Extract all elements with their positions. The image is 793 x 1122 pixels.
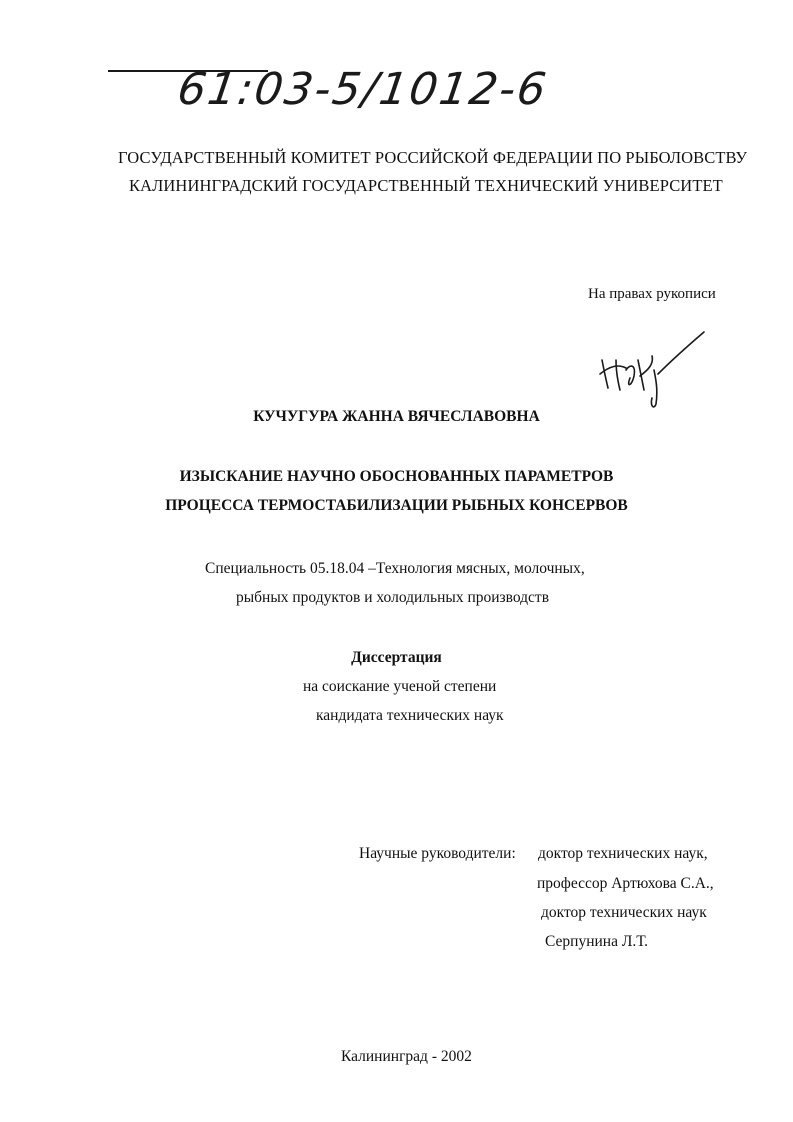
supervisor-1-degree: доктор технических наук, xyxy=(538,845,708,862)
signature-icon xyxy=(596,330,706,410)
supervisor-1-name: профессор Артюхова С.А., xyxy=(537,875,714,892)
city-year-footer: Калининград - 2002 xyxy=(341,1048,472,1065)
dissertation-title-line-2: ПРОЦЕССА ТЕРМОСТАБИЛИЗАЦИИ РЫБНЫХ КОНСЕРВОВ xyxy=(165,497,628,514)
organization-line-1: ГОСУДАРСТВЕННЫЙ КОМИТЕТ РОССИЙСКОЙ ФЕДЕРАЦИИ ПО РЫБОЛОВСТВУ xyxy=(118,148,748,167)
supervisor-2-name: Серпунина Л.Т. xyxy=(545,933,649,950)
supervisor-2-degree: доктор технических наук xyxy=(541,904,707,921)
manuscript-note: На правах рукописи xyxy=(588,286,716,302)
specialty-line-2: рыбных продуктов и холодильных производств xyxy=(236,589,550,606)
handwritten-archive-number: 61:03-5/1012-6 xyxy=(174,64,551,115)
dissertation-title-line-1: ИЗЫСКАНИЕ НАУЧНО ОБОСНОВАННЫХ ПАРАМЕТРОВ xyxy=(179,468,614,485)
author-name: КУЧУГУРА ЖАННА ВЯЧЕСЛАВОВНА xyxy=(253,408,540,425)
degree-line-1: на соискание ученой степени xyxy=(303,678,497,695)
organization-line-2: КАЛИНИНГРАДСКИЙ ГОСУДАРСТВЕННЫЙ ТЕХНИЧЕСКИЙ УНИВЕРСИТЕТ xyxy=(129,176,723,195)
dissertation-heading: Диссертация xyxy=(351,649,442,666)
supervisors-label: Научные руководители: xyxy=(359,845,516,862)
degree-line-2: кандидата технических наук xyxy=(316,707,504,724)
specialty-line-1: Специальность 05.18.04 –Технология мясных, молочных, xyxy=(205,560,585,577)
